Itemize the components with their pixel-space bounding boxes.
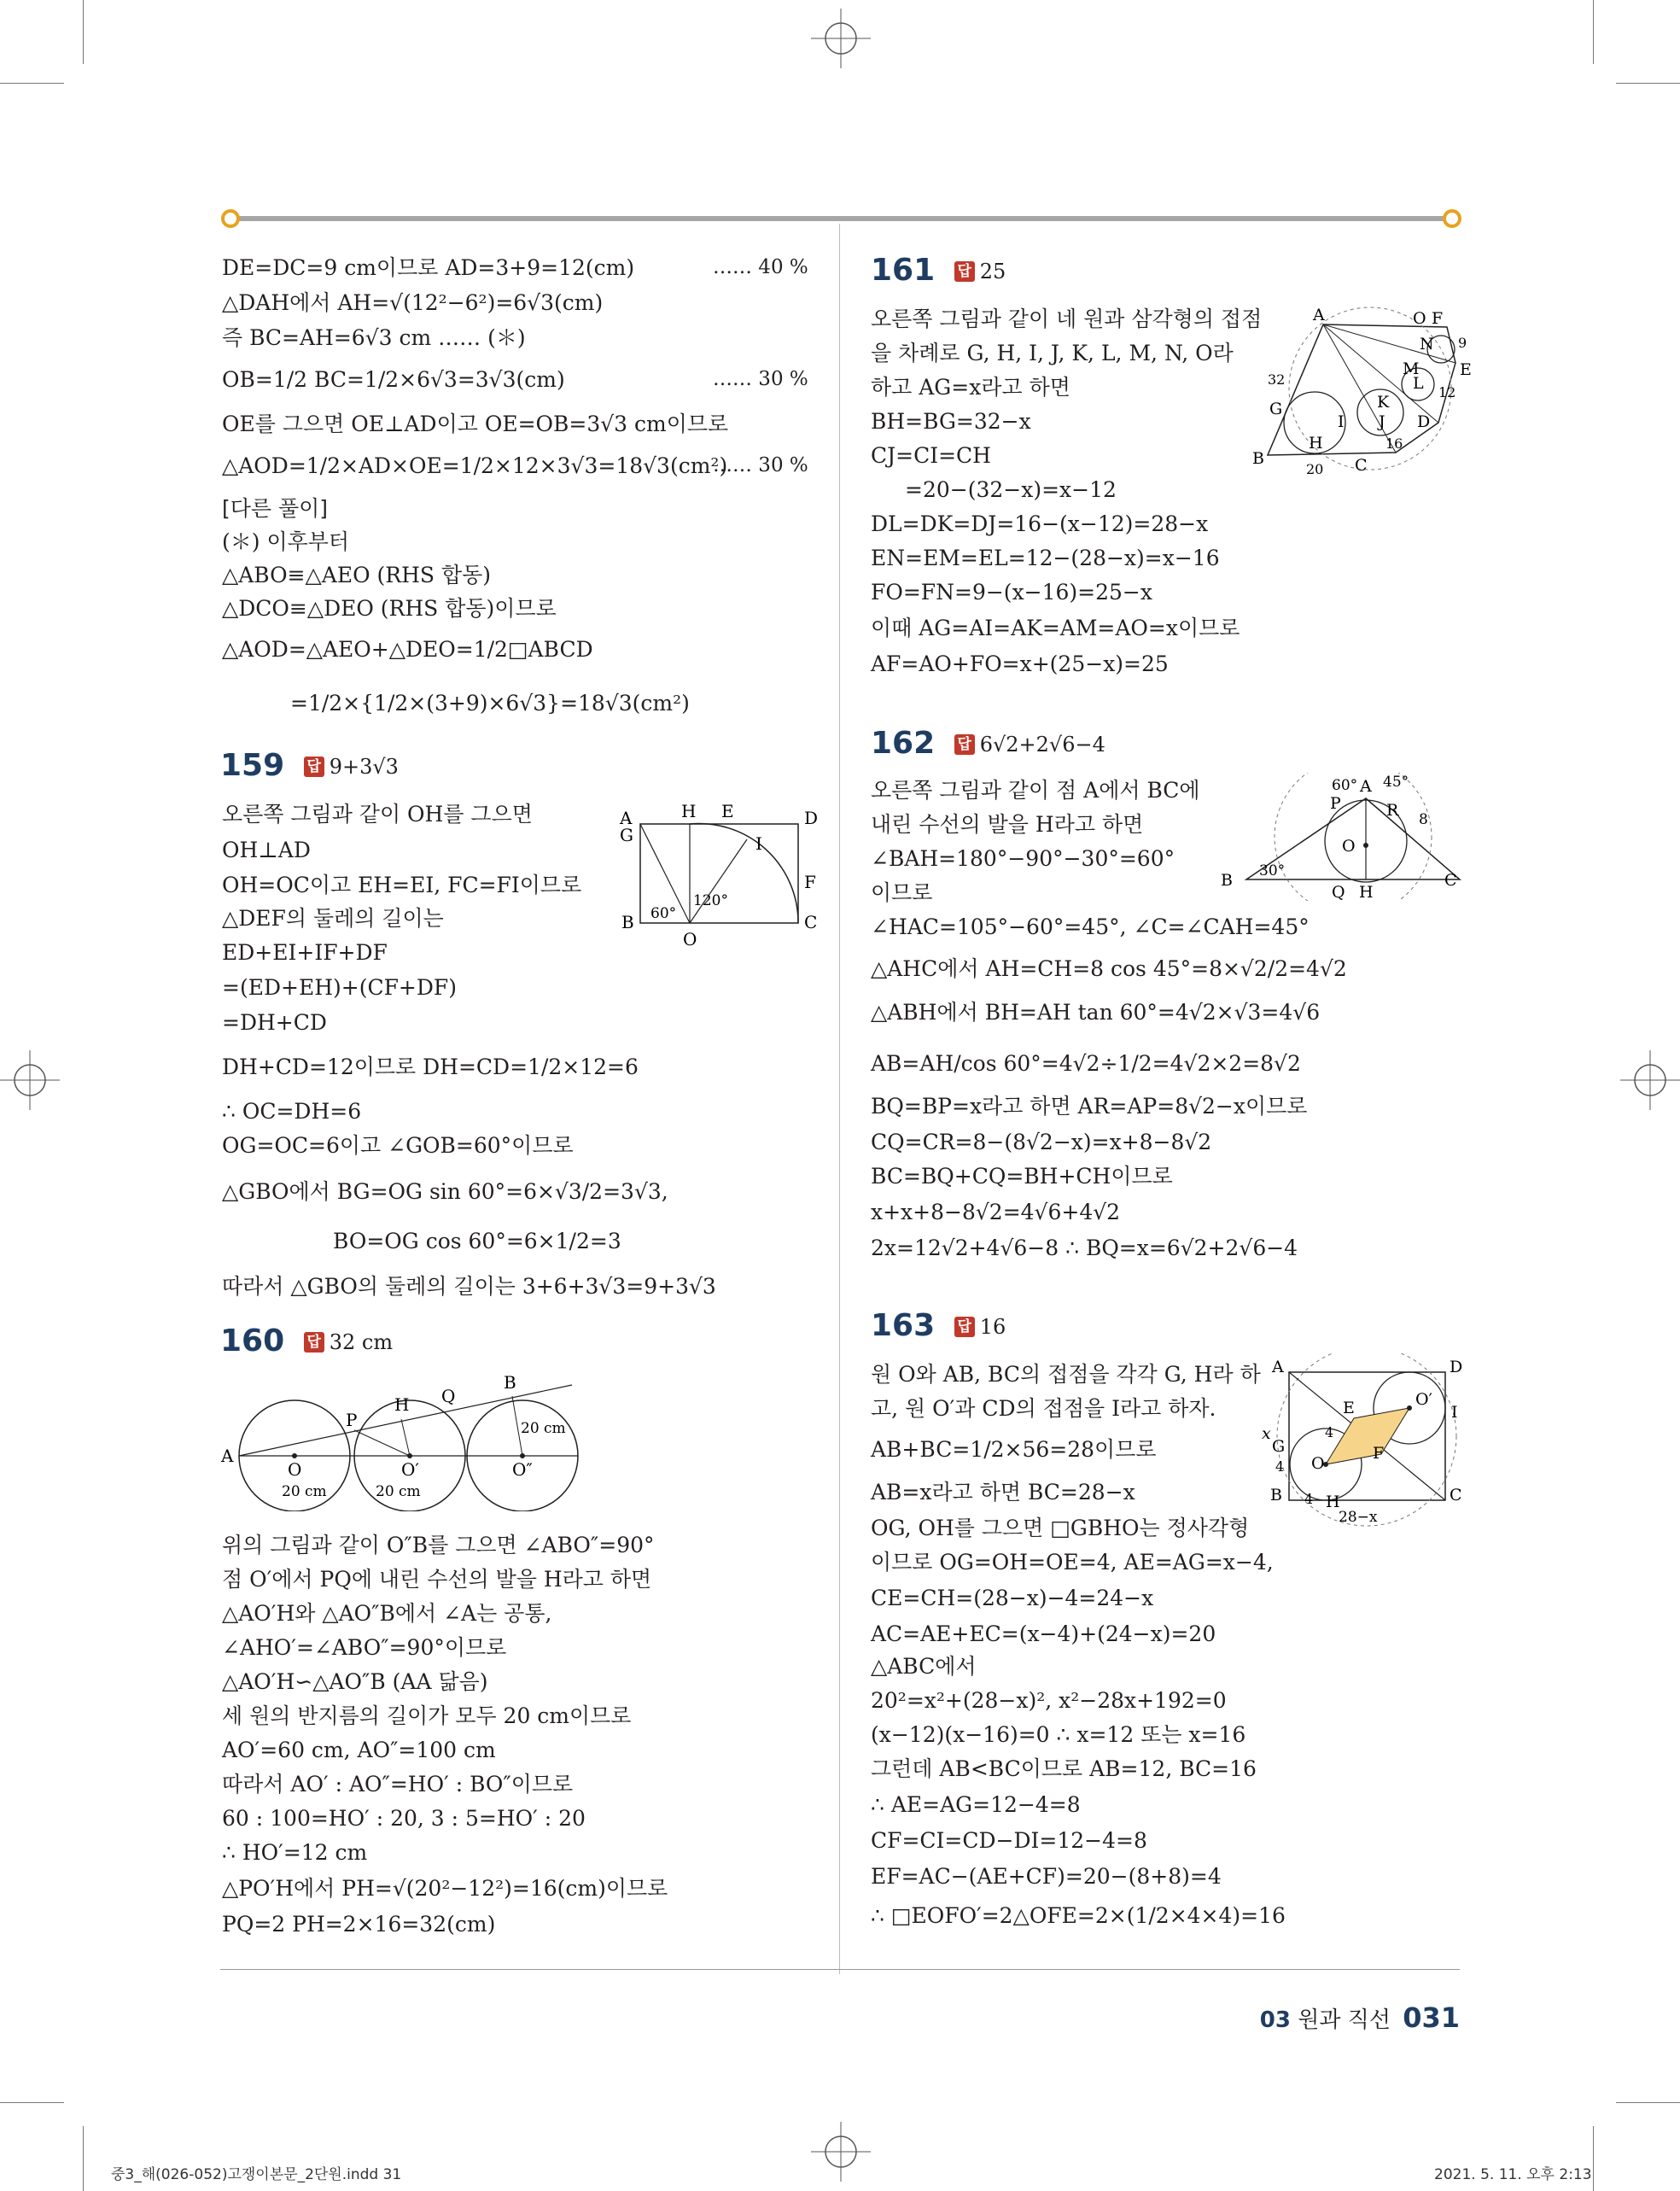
label-O: O	[683, 929, 697, 949]
solution-line: EF=AC−(AE+CF)=20−(8+8)=4	[871, 1864, 1222, 1889]
solution-line: 오른쪽 그림과 같이 OH를 그으면	[222, 802, 533, 827]
label-C: C	[1450, 1486, 1462, 1504]
label-O: O	[1342, 837, 1356, 856]
score-percent: …… 30 %	[713, 368, 808, 390]
label-D: D	[804, 808, 819, 828]
label-D: D	[1450, 1358, 1463, 1376]
solution-line: ∠HAC=105°−60°=45°, ∠C=∠CAH=45°	[871, 914, 1310, 939]
score-percent: …… 30 %	[713, 454, 808, 476]
side-32: 32	[1268, 371, 1286, 388]
label-A: A	[620, 808, 633, 828]
answer-text: 32 cm	[329, 1330, 394, 1354]
label-P: P	[346, 1410, 358, 1430]
label-O: O	[288, 1459, 302, 1480]
solution-line: ∠AHO′=∠ABO″=90°이므로	[222, 1635, 507, 1660]
slug-date: 2021. 5. 11. 오후 2:13	[1434, 2166, 1592, 2183]
solution-line: AB=x라고 하면 BC=28−x	[871, 1480, 1135, 1504]
seg-4: 4	[1304, 1491, 1314, 1507]
label-H: H	[681, 801, 697, 821]
label-G: G	[1269, 400, 1283, 418]
side-16: 16	[1385, 435, 1403, 452]
rule-dot	[221, 209, 240, 228]
top-rule	[230, 216, 1451, 221]
label-D: D	[1417, 412, 1431, 431]
solution-line: △DAH에서 AH=√(12²−6²)=6√3(cm)	[222, 290, 604, 315]
solution-line: OH=OC이고 EH=EI, FC=FI이므로	[222, 873, 582, 897]
solution-line: △DEF의 둘레의 길이는	[222, 906, 444, 931]
column-divider	[839, 224, 840, 1974]
label-A: A	[1272, 1358, 1284, 1376]
side-28-minus-x: 28−x	[1339, 1509, 1378, 1526]
registration-mark	[0, 1050, 60, 1110]
solution-line: 이므로	[871, 880, 933, 905]
solution-line: △ABC에서	[871, 1654, 977, 1679]
solution-line: 점 O′에서 PQ에 내린 수선의 발을 H라고 하면	[222, 1567, 652, 1592]
solution-line: AF=AO+FO=x+(25−x)=25	[871, 651, 1169, 676]
figure-160	[218, 1366, 593, 1511]
registration-mark	[1620, 1050, 1680, 1110]
angle-45: 45°	[1383, 774, 1409, 791]
solution-line: 이므로 OG=OH=OE=4, AE=AG=x−4,	[871, 1550, 1274, 1575]
solution-line: ∠BAH=180°−90°−30°=60°	[871, 846, 1175, 871]
solution-line: △ABH에서 BH=AH tan 60°=4√2×√3=4√6	[871, 1000, 1321, 1025]
crop-mark	[1593, 0, 1594, 64]
crop-mark	[83, 0, 84, 64]
solution-line: BQ=BP=x라고 하면 AR=AP=8√2−x이므로	[871, 1094, 1308, 1119]
solution-line: 2x=12√2+4√6−8 ∴ BQ=x=6√2+2√6−4	[871, 1236, 1298, 1260]
crop-mark	[1616, 83, 1680, 84]
page-number: 031	[1403, 2001, 1460, 2034]
label-O-double-prime: O″	[512, 1459, 533, 1480]
problem-number-161: 161 답 25	[871, 253, 1006, 288]
answer-badge: 답	[954, 261, 975, 282]
label-I: I	[755, 833, 762, 854]
label-H: H	[394, 1394, 410, 1415]
label-E: E	[721, 801, 734, 821]
label-P: P	[1330, 794, 1341, 813]
solution-line: EN=EM=EL=12−(28−x)=x−16	[871, 546, 1220, 570]
label-C: C	[1355, 456, 1368, 475]
solution-line: CE=CH=(28−x)−4=24−x	[871, 1586, 1154, 1610]
side-20: 20	[1306, 461, 1324, 477]
label-E: E	[1460, 360, 1472, 379]
solution-line: =(ED+EH)+(CF+DF)	[222, 975, 458, 1000]
crop-mark	[0, 2102, 64, 2103]
solution-line: △GBO에서 BG=OG sin 60°=6×√3/2=3√3,	[222, 1179, 668, 1204]
label-J: J	[1379, 412, 1385, 431]
label-C: C	[804, 912, 818, 932]
solution-line: AB=AH/cos 60°=4√2÷1/2=4√2×2=8√2	[871, 1051, 1301, 1076]
solution-line: OB=1/2 BC=1/2×6√3=3√3(cm)	[222, 367, 565, 392]
slug-file: 중3_해(026-052)고쟁이본문_2단원.indd 31	[111, 2166, 402, 2183]
solution-line: DE=DC=9 cm이므로 AD=3+9=12(cm)	[222, 255, 635, 280]
radius-label: 20 cm	[376, 1483, 421, 1500]
solution-line: 내린 수선의 발을 H라고 하면	[871, 812, 1144, 837]
solution-line: 따라서 AO′ : AO″=HO′ : BO″이므로	[222, 1772, 574, 1797]
solution-line: 세 원의 반지름의 길이가 모두 20 cm이므로	[222, 1703, 632, 1728]
solution-line: (＊) 이후부터	[222, 529, 350, 554]
solution-line: △AO′H와 △AO″B에서 ∠A는 공통,	[222, 1601, 552, 1626]
solution-line: ∴ OC=DH=6	[222, 1099, 362, 1124]
solution-line: 위의 그림과 같이 O″B를 그으면 ∠ABO″=90°	[222, 1533, 655, 1557]
solution-line: △PO′H에서 PH=√(20²−12²)=16(cm)이므로	[222, 1876, 668, 1901]
angle-60: 60°	[1332, 777, 1358, 794]
chapter-title: 원과 직선	[1298, 2007, 1391, 2033]
solution-line: =20−(32−x)=x−12	[905, 477, 1117, 502]
label-F: F	[804, 872, 816, 892]
solution-line: ∴ AE=AG=12−4=8	[871, 1792, 1081, 1817]
label-O: O	[1311, 1454, 1325, 1473]
label-R: R	[1386, 801, 1399, 820]
solution-line: 을 차례로 G, H, I, J, K, L, M, N, O라	[871, 341, 1234, 365]
solution-line: FO=FN=9−(x−16)=25−x	[871, 580, 1152, 605]
solution-line: 고, 원 O′과 CD의 접점을 I라고 하자.	[871, 1396, 1216, 1421]
registration-mark	[811, 9, 871, 68]
solution-line: OG, OH를 그으면 □GBHO는 정사각형	[871, 1516, 1250, 1540]
label-B: B	[504, 1372, 516, 1393]
answer-text: 16	[979, 1315, 1006, 1339]
label-G: G	[620, 825, 633, 845]
solution-line: △AHC에서 AH=CH=8 cos 45°=8×√2/2=4√2	[871, 956, 1347, 981]
crop-mark	[1616, 2102, 1680, 2103]
solution-line: △ABO≡△AEO (RHS 합동)	[222, 563, 492, 587]
label-I: I	[1338, 412, 1345, 431]
label-B: B	[621, 912, 634, 932]
figure-162	[1212, 773, 1477, 901]
solution-line: DL=DK=DJ=16−(x−12)=28−x	[871, 511, 1209, 536]
radius-label: 20 cm	[282, 1483, 327, 1500]
solution-line: AC=AE+EC=(x−4)+(24−x)=20	[871, 1621, 1216, 1646]
label-M: M	[1403, 359, 1420, 378]
score-percent: …… 40 %	[713, 256, 808, 278]
solution-line: BO=OG cos 60°=6×1/2=3	[333, 1229, 621, 1253]
solution-line: AB+BC=1/2×56=28이므로	[871, 1437, 1157, 1462]
label-B: B	[1252, 449, 1264, 468]
label-E: E	[1343, 1399, 1355, 1417]
solution-line: (x−12)(x−16)=0 ∴ x=12 또는 x=16	[871, 1722, 1246, 1747]
alt-solution-heading: [다른 풀이]	[222, 496, 329, 521]
solution-line: OE를 그으면 OE⊥AD이고 OE=OB=3√3 cm이므로	[222, 412, 729, 436]
answer-text: 25	[979, 260, 1006, 283]
registration-mark	[811, 2122, 871, 2182]
solution-line: AO′=60 cm, AO″=100 cm	[222, 1738, 496, 1762]
angle-120: 120°	[693, 892, 728, 909]
label-O: O	[1413, 309, 1426, 328]
solution-line: 오른쪽 그림과 같이 점 A에서 BC에	[871, 778, 1200, 803]
solution-line: BH=BG=32−x	[871, 409, 1031, 434]
label-F: F	[1432, 309, 1444, 328]
label-F: F	[1373, 1444, 1385, 1463]
solution-line: BC=BQ+CQ=BH+CH이므로	[871, 1164, 1173, 1189]
problem-number-163: 163 답 16	[871, 1308, 1006, 1343]
solution-line: OH⊥AD	[222, 838, 311, 862]
problem-number-160: 160 답 32 cm	[220, 1323, 394, 1358]
solution-line: OG=OC=6이고 ∠GOB=60°이므로	[222, 1133, 574, 1158]
label-N: N	[1420, 335, 1434, 353]
solution-line: =DH+CD	[222, 1010, 327, 1035]
side-x: x	[1262, 1424, 1271, 1443]
label-O-prime: O′	[401, 1459, 419, 1480]
label-K: K	[1377, 393, 1390, 412]
label-B: B	[1221, 871, 1233, 890]
solution-line: ∴ HO′=12 cm	[222, 1840, 368, 1865]
bottom-rule	[220, 1969, 1460, 1970]
side-12: 12	[1438, 384, 1456, 400]
problem-number-162: 162 답 6√2+2√6−4	[871, 726, 1105, 761]
seg-4: 4	[1275, 1458, 1285, 1475]
solution-line: 따라서 △GBO의 둘레의 길이는 3+6+3√3=9+3√3	[222, 1274, 716, 1299]
label-Q: Q	[1332, 883, 1345, 901]
label-O-prime: O′	[1415, 1390, 1432, 1409]
label-B: B	[1270, 1486, 1282, 1504]
solution-line: 그런데 AB<BC이므로 AB=12, BC=16	[871, 1756, 1257, 1781]
label-H: H	[1309, 434, 1323, 453]
crop-mark	[83, 2126, 84, 2191]
side-9: 9	[1458, 335, 1467, 351]
answer-text: 6√2+2√6−4	[979, 733, 1105, 757]
solution-line: PQ=2 PH=2×16=32(cm)	[222, 1912, 496, 1937]
crop-mark	[1593, 2126, 1594, 2191]
solution-line: △AOD=1/2×AD×OE=1/2×12×3√3=18√3(cm²)	[222, 453, 728, 478]
label-G: G	[1272, 1437, 1286, 1456]
figure-159	[615, 798, 820, 952]
solution-line: ∴ □EOFO′=2△OFE=2×(1/2×4×4)=16	[871, 1903, 1286, 1928]
solution-line: ED+EI+IF+DF	[222, 940, 388, 965]
answer-badge: 답	[954, 734, 975, 755]
solution-line: 20²=x²+(28−x)², x²−28x+192=0	[871, 1688, 1227, 1713]
answer-badge: 답	[954, 1317, 975, 1337]
crop-mark	[0, 83, 64, 84]
label-C: C	[1444, 871, 1457, 890]
rule-dot	[1443, 209, 1461, 228]
solution-line: △AOD=△AEO+△DEO=1/2□ABCD	[222, 637, 593, 662]
solution-line: x+x+8−8√2=4√6+4√2	[871, 1200, 1121, 1224]
label-A: A	[1313, 306, 1325, 324]
answer-badge: 답	[304, 757, 324, 777]
solution-line: CF=CI=CD−DI=12−4=8	[871, 1828, 1147, 1853]
angle-30: 30°	[1259, 862, 1286, 879]
side-8: 8	[1419, 811, 1428, 828]
solution-line: 이때 AG=AI=AK=AM=AO=x이므로	[871, 616, 1240, 640]
figure-163	[1253, 1353, 1475, 1528]
seg-4: 4	[1325, 1424, 1334, 1440]
chapter-number: 03	[1259, 2007, 1291, 2033]
label-I: I	[1451, 1403, 1458, 1422]
problem-number-159: 159 답 9+3√3	[220, 748, 399, 783]
solution-line: 원 O와 AB, BC의 접점을 각각 G, H라 하	[871, 1362, 1261, 1387]
label-L: L	[1413, 374, 1424, 393]
angle-60: 60°	[650, 905, 677, 922]
solution-line: △AO′H∽△AO″B (AA 닮음)	[222, 1669, 488, 1694]
label-A: A	[221, 1446, 234, 1466]
page-footer	[1260, 2001, 1460, 2034]
solution-line: 하고 AG=x라고 하면	[871, 375, 1070, 400]
solution-line: △DCO≡△DEO (RHS 합동)이므로	[222, 596, 557, 621]
answer-badge: 답	[304, 1332, 324, 1353]
label-A: A	[1360, 777, 1372, 796]
solution-line: =1/2×{1/2×(3+9)×6√3}=18√3(cm²)	[290, 691, 690, 716]
label-H: H	[1326, 1493, 1340, 1511]
label-H: H	[1359, 883, 1374, 901]
figure-161	[1251, 303, 1477, 482]
answer-text: 9+3√3	[329, 755, 399, 779]
solution-line: 60 : 100=HO′ : 20, 3 : 5=HO′ : 20	[222, 1806, 586, 1831]
solution-line: 즉 BC=AH=6√3 cm …… (＊)	[222, 325, 526, 350]
solution-line: CJ=CI=CH	[871, 443, 991, 468]
label-Q: Q	[441, 1386, 456, 1406]
radius-label: 20 cm	[521, 1420, 566, 1437]
solution-line: 오른쪽 그림과 같이 네 원과 삼각형의 접점	[871, 307, 1263, 331]
solution-line: CQ=CR=8−(8√2−x)=x+8−8√2	[871, 1130, 1212, 1154]
solution-line: DH+CD=12이므로 DH=CD=1/2×12=6	[222, 1055, 639, 1079]
